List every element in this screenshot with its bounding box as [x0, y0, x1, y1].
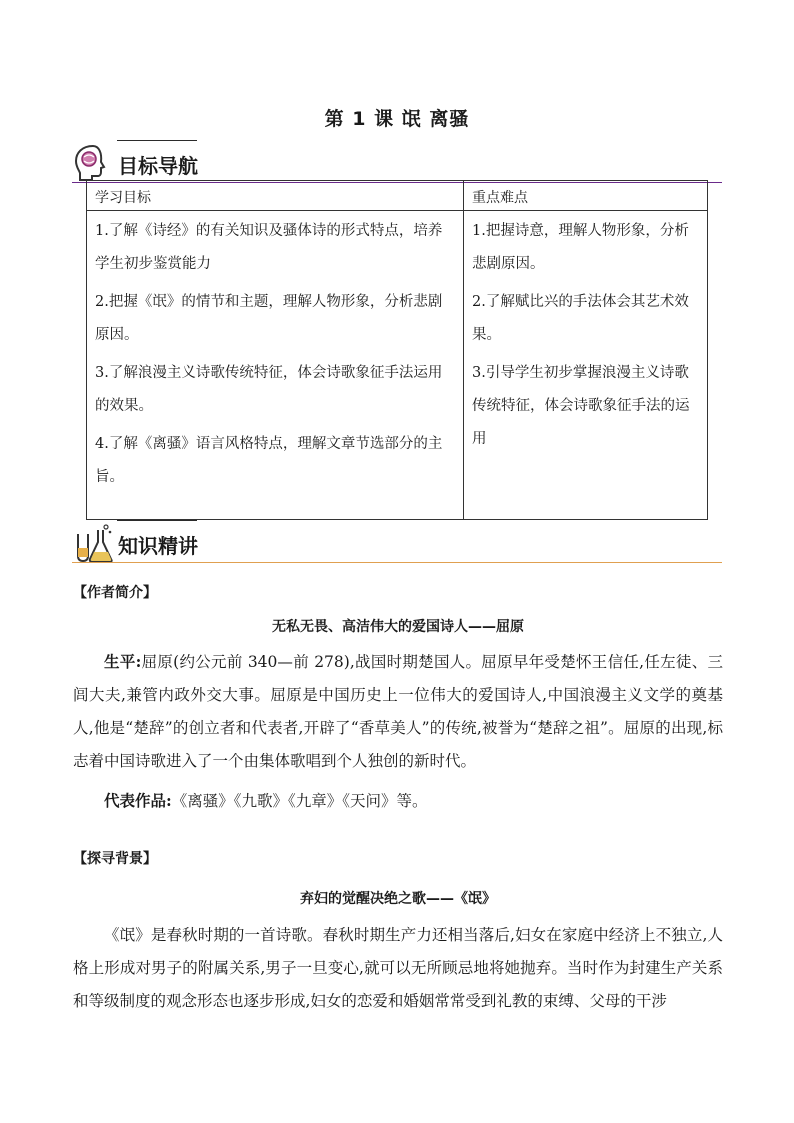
life-label: 生平:: [104, 652, 142, 671]
author-works-paragraph: [73, 784, 723, 818]
section-label: 目标导航: [118, 154, 198, 178]
background-subtitle: 弃妇的觉醒决绝之歌——《氓》: [300, 891, 496, 907]
goals-column-header: 学习目标: [87, 181, 463, 211]
author-life-paragraph: [73, 645, 723, 778]
background-paragraph: 《氓》是春秋时期的一首诗歌。春秋时期生产力还相当落后,妇女在家庭中经济上不独立,人格上形成对男子的附属关系,男子一旦变心,就可以无所顾忌地将她抛弃。当时作为封建生产关系和等级制度的观念形态也逐步形成,妇女的恋爱和婚姻常常受到礼教的束缚、父母的干涉: [73, 926, 723, 1010]
focus-column: [464, 181, 707, 519]
focus-item: 1.把握诗意，理解人物形象，分析悲剧原因。: [472, 223, 689, 272]
goal-item: 2.把握《氓》的情节和主题，理解人物形象，分析悲剧原因。: [95, 294, 443, 343]
section-header-goals: [72, 140, 722, 184]
goals-column: [87, 181, 464, 519]
section-topline: [117, 140, 197, 141]
section-topline: [117, 520, 197, 521]
focus-column-header: 重点难点: [464, 181, 707, 211]
goal-item: 3.了解浪漫主义诗歌传统特征，体会诗歌象征手法运用的效果。: [95, 365, 443, 414]
page-title: 第 1 课 氓 离骚: [324, 108, 470, 130]
background-tag: 【探寻背景】: [73, 851, 157, 867]
focus-item: 3.引导学生初步掌握浪漫主义诗歌传统特征，体会诗歌象征手法的运用: [472, 365, 690, 447]
goal-item: 4.了解《离骚》语言风格特点，理解文章节选部分的主旨。: [95, 436, 443, 485]
author-subtitle: 无私无畏、高洁伟大的爱国诗人——屈原: [272, 619, 524, 635]
section-baseline: [72, 562, 722, 563]
author-section: [73, 582, 723, 818]
focus-item: 2.了解赋比兴的手法体会其艺术效果。: [472, 294, 689, 343]
works-text: 《离骚》《九歌》《九章》《天问》等。: [171, 792, 428, 810]
goals-table: [86, 180, 708, 520]
section-header-knowledge: [72, 520, 722, 564]
author-tag: 【作者简介】: [73, 585, 157, 601]
goal-item: 1.了解《诗经》的有关知识及骚体诗的形式特点，培养学生初步鉴赏能力: [95, 223, 443, 272]
flask-icon: [72, 522, 114, 564]
background-section: [73, 848, 723, 1018]
works-label: 代表作品:: [104, 791, 172, 810]
section-label: 知识精讲: [118, 534, 198, 558]
life-text: 屈原(约公元前 340—前 278),战国时期楚国人。屈原早年受楚怀王信任,任左徒、三闾大夫,兼管内政外交大事。屈原是中国历史上一位伟大的爱国诗人,中国浪漫主义文学的奠基人,他是“楚辞”的创立者和代表者,开辟了“香草美人”的传统,被誉为“楚辞之祖”。屈原的出现,标志着中国诗歌进入了一个由集体歌唱到个人独创的新时代。: [73, 653, 723, 770]
brain-head-icon: [72, 142, 114, 184]
